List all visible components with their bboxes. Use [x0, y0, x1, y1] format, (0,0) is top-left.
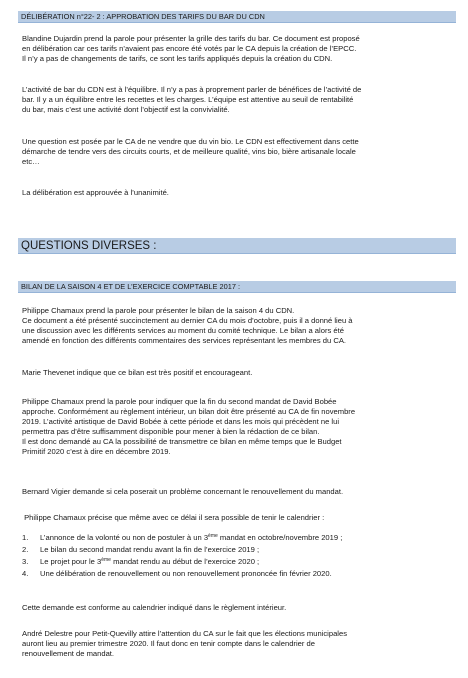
list-number: 4.: [22, 568, 29, 578]
paragraph-elections: [22, 629, 452, 659]
paragraph-organic-wine: [22, 137, 452, 167]
calendar-list: [22, 532, 442, 580]
paragraph-bar-balance: [22, 85, 452, 115]
text-line: Ce document a été présenté succinctement au dernier CA du mois d’octobre, puis il a donné lieu à: [22, 316, 353, 326]
text-line: Blandine Dujardin prend la parole pour présenter la grille des tarifs du bar. Ce document est proposé: [22, 34, 360, 43]
text-line: Une question est posée par le CA de ne vendre que du vin bio. Le CDN est effectivement dans cette: [22, 137, 359, 146]
text-line: renouvellement de mandat.: [22, 649, 115, 659]
text-line: La délibération est approuvée à l’unanimité.: [22, 188, 169, 197]
list-item: 4. Une délibération de renouvellement ou non renouvellement prononcée fin février 2020.: [22, 568, 332, 578]
text-line: du bar, mais c’est une activité dont l’objectif est la convivialité.: [22, 105, 230, 115]
text-line: Il est donc demandé au CA la possibilité de transmettre ce bilan en même temps que le Budget: [22, 437, 342, 447]
text-line: 2019. L’activité artistique de David Bobée à cette période et dans les mois qui précèdent ne lui: [22, 417, 340, 427]
text-line: bar. Il y a un équilibre entre les recettes et les charges. L’équipe est attentive au seuil de rentabilité: [22, 95, 354, 105]
deliberation-heading: [18, 11, 456, 23]
text-line: Philippe Chamaux précise que même avec ce délai il sera possible de tenir le calendrier :: [22, 513, 325, 522]
paragraph-approval: [22, 188, 452, 198]
paragraph-bar-presentation: [22, 34, 452, 64]
text-line: permettra pas d’être suffisamment disponible pour mener à bien la rédaction de ce bilan.: [22, 427, 320, 437]
text-line: Il n’y a pas de changements de tarifs, ce sont les tarifs appliqués depuis la création du CDN.: [22, 54, 333, 64]
text-line: amendé en fonction des différents commentaires des services représentant les membres du CA.: [22, 336, 347, 346]
bilan-heading-text: BILAN DE LA SAISON 4 ET DE L’EXERCICE COMPTABLE 2017 :: [21, 282, 241, 291]
text-line: en délibération car ces tarifs n’avaient pas encore été votés par le CA depuis la création de l’EPCC.: [22, 44, 357, 54]
paragraph-positive-bilan: [22, 368, 452, 378]
list-item: 1. L’annonce de la volonté ou non de postuler à un 3ème mandat en octobre/novembre 2019 ;: [22, 533, 343, 542]
text-line: démarche de tendre vers des circuits courts, et de meilleure qualité, vins bio, bière artisanale locale: [22, 147, 356, 157]
text-line: Philippe Chamaux prend la parole pour indiquer que la fin du second mandat de David Bobée: [22, 397, 337, 406]
text-line: etc…: [22, 157, 40, 167]
text-line: Philippe Chamaux prend la parole pour présenter le bilan de la saison 4 du CDN.: [22, 306, 295, 315]
text-line: auront lieu au premier trimestre 2020. Il faut donc en tenir compte dans le calendrier de: [22, 639, 315, 649]
paragraph-conformity: [22, 603, 452, 613]
text-line: une discussion avec les différents services au moment du comité technique. Le bilan a alors été: [22, 326, 344, 336]
questions-diverses-heading: [18, 238, 456, 254]
text-line: Cette demande est conforme au calendrier indiqué dans le règlement intérieur.: [22, 603, 287, 612]
list-number: 3.: [22, 556, 29, 566]
questions-diverses-heading-text: QUESTIONS DIVERSES :: [21, 240, 157, 252]
bilan-heading: [18, 281, 456, 293]
paragraph-vigier-question: [22, 487, 452, 497]
text-line: Primitif 2020 c’est à dire en décembre 2019.: [22, 447, 171, 457]
paragraph-calendar-intro: [22, 513, 452, 523]
text-line: André Delestre pour Petit-Quevilly attire l’attention du CA sur le fait que les élections municipales: [22, 629, 348, 638]
list-number: 1.: [22, 533, 29, 542]
text-line: approche. Conformément au règlement intérieur, un bilan doit être présenté au CA de fin novembre: [22, 407, 356, 417]
paragraph-second-mandate: [22, 397, 452, 458]
list-number: 2.: [22, 544, 29, 554]
text-line: L’activité de bar du CDN est à l’équilibre. Il n’y a pas à proprement parler de bénéfices de l’activité de: [22, 85, 362, 94]
list-item: 3. Le projet pour le 3ème mandat rendu au début de l’exercice 2020 ;: [22, 556, 260, 566]
text-line: Marie Thevenet indique que ce bilan est très positif et encourageant.: [22, 368, 253, 377]
paragraph-bilan-saison: [22, 306, 452, 346]
text-line: Bernard Vigier demande si cela poserait un problème concernant le renouvellement du mandat.: [22, 487, 344, 496]
deliberation-heading-text: DÉLIBÉRATION n°22- 2 : APPROBATION DES TARIFS DU BAR DU CDN: [21, 12, 265, 21]
list-item: 2. Le bilan du second mandat rendu avant la fin de l’exercice 2019 ;: [22, 544, 260, 554]
